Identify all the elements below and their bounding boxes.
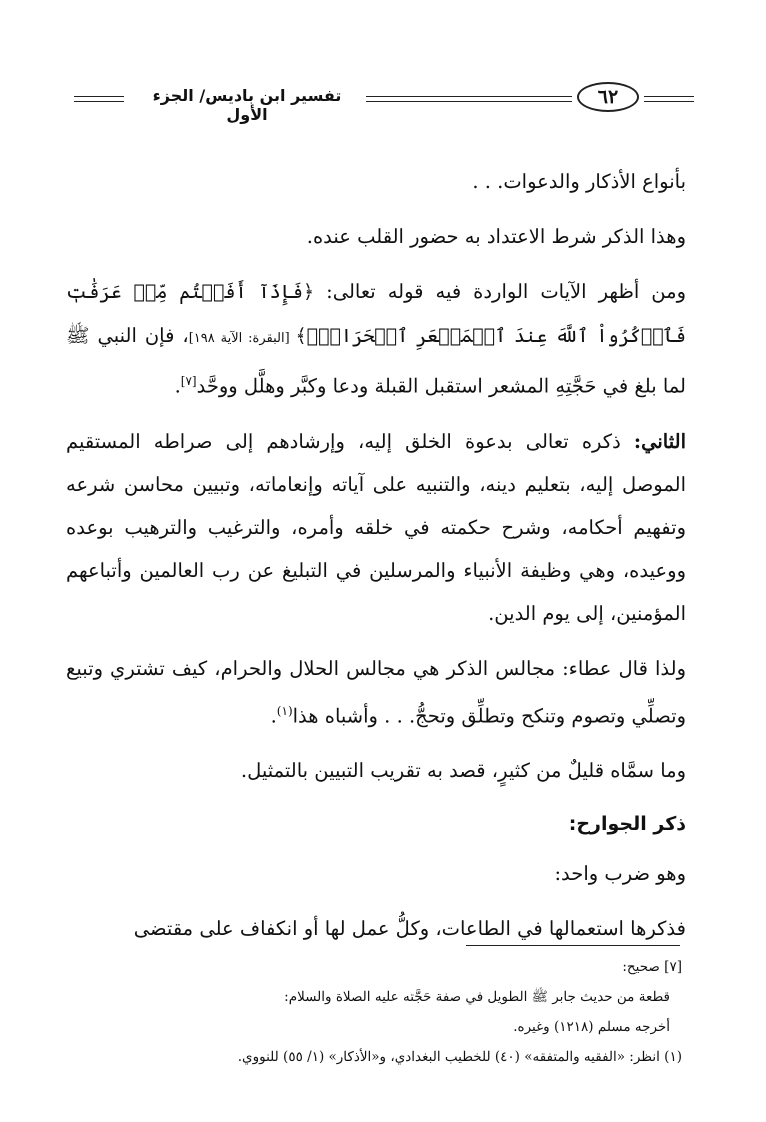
footnote-1: (١) انظر: «الفقيه والمتفقه» (٤٠) للخطيب البغدادي، و«الأذكار» (١/ ٥٥) للنووي.: [237, 1049, 682, 1065]
header-rule-left: [74, 96, 124, 102]
paragraph-4-text: ذكره تعالى بدعوة الخلق إليه، وإرشادهم إلى صراطه المستقيم الموصل إليه، بتعليم دينه، والتنبيه على آياته وإنعاماته، وتبيين محاسن شرعه وتفهيم أحكامه، وشرح حكمته في خلقه وأمره، والترغيب والترهيب بوعده ووعيده، وهي وظيفة الأنبياء والمرسلين في التبليغ عن رب العالمين وأتباعهم المؤمنين، إلى يوم الدين.: [66, 429, 686, 625]
footnote-7-label: [٧] صحيح:: [622, 959, 682, 975]
main-text: [66, 160, 686, 962]
footnote-7-line-2: أخرجه مسلم (١٢١٨) وغيره.: [513, 1019, 670, 1035]
paragraph-3: [66, 270, 686, 408]
paragraph-3-intro: ومن أظهر الآيات الواردة فيه قوله تعالى:: [314, 280, 686, 303]
verse-reference: [البقرة: الآية ١٩٨]: [188, 331, 296, 346]
paragraph-3-rest: ، فإن النبي ﷺ لما بلغ في حَجَّتِهِ المشعر استقبل القبلة ودعا وكبَّر وهلَّل ووحَّد: [66, 324, 686, 398]
paragraph-3-end: .: [174, 374, 181, 398]
paragraph-1: بأنواع الأذكار والدعوات. . .: [472, 170, 686, 193]
paragraph-5-text: ولذا قال عطاء: مجالس الذكر هي مجالس الحلال والحرام، كيف تشتري وتبيع وتصلِّي وتصوم وتنكح وتطلِّق وتحجُّ. . . وأشباه هذا: [66, 656, 686, 727]
page-number: ٦٢: [577, 82, 639, 112]
paragraph-4-label: الثاني:: [633, 429, 686, 453]
quran-verse: ﴿فَإِذَآ أَفَضۡتُم مِّنۡ عَرَفَٰتٖ فَٱذۡكُرُواْ ٱللَّهَ عِندَ ٱلۡمَشۡعَرِ ٱلۡحَرَامِۖ﴾: [66, 281, 686, 347]
footnotes: [70, 955, 682, 1075]
paragraph-4: [66, 420, 686, 635]
footnote-ref-1[interactable]: (١): [276, 703, 293, 718]
paragraph-6: وما سمَّاه قليلٌ من كثيرٍ، قصد به تقريب التبيين بالتمثيل.: [240, 759, 686, 782]
running-title: تفسير ابن باديس/ الجزء الأول: [152, 86, 342, 124]
paragraph-5: [66, 647, 686, 738]
paragraph-5-end: .: [270, 704, 277, 727]
paragraph-8: فذكرها استعمالها في الطاعات، وكلُّ عمل لها أو انكفاف على مقتضى: [133, 917, 686, 940]
footnote-ref-7[interactable]: [٧]: [180, 374, 197, 388]
header-rule-middle: [366, 96, 572, 102]
paragraph-7: وهو ضرب واحد:: [554, 862, 686, 885]
header-rule-right: [644, 96, 694, 102]
footnote-7-line-1: قطعة من حديث جابر ﷺ الطويل في صفة حَجَّته عليه الصلاة والسلام:: [284, 989, 670, 1005]
paragraph-2: وهذا الذكر شرط الاعتداد به حضور القلب عنده.: [306, 225, 686, 248]
section-heading: ذكر الجوارح:: [568, 813, 686, 835]
page-header: [74, 82, 694, 124]
footnote-divider: [466, 945, 680, 946]
